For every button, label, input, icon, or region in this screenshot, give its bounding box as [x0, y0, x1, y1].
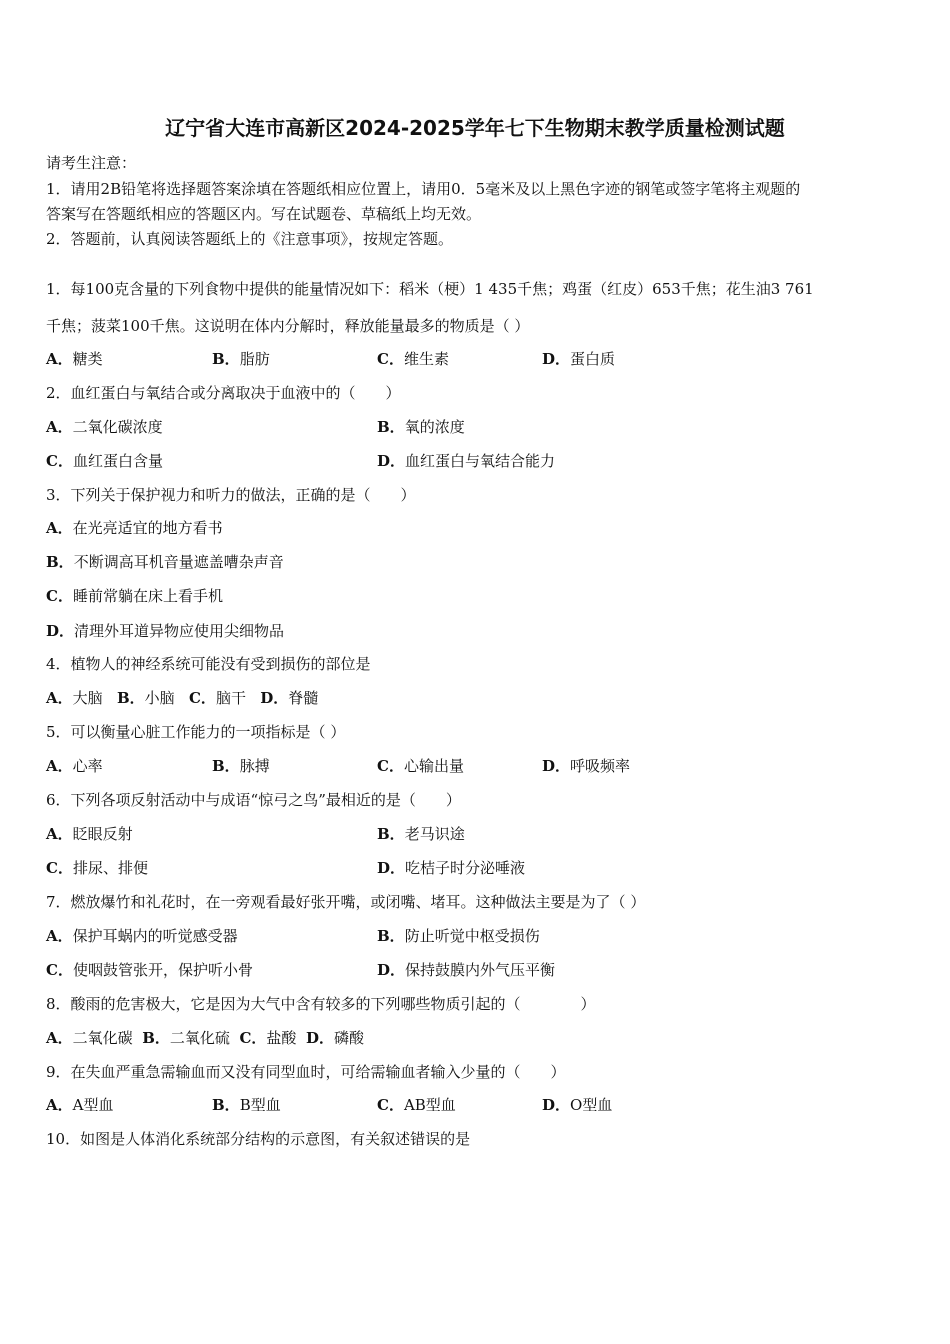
notice-item-1-line-1: 1．请用2B铅笔将选择题答案涂填在答题纸相应位置上，请用0．5毫米及以上黑色字迹的钢笔或签字笔将主观题的 — [46, 180, 801, 198]
question-2-option-b: B．氧的浓度 — [377, 418, 465, 436]
notice-item-1-line-2: 答案写在答题纸相应的答题区内。写在试题卷、草稿纸上均无效。 — [46, 205, 482, 223]
question-5-option-a: A．心率 — [46, 757, 103, 775]
question-5-option-d: D．呼吸频率 — [542, 757, 631, 775]
question-7-option-b: B．防止听觉中枢受损伤 — [377, 927, 540, 945]
question-1-option-b: B．脂肪 — [212, 350, 270, 368]
page-title: 辽宁省大连市高新区2024-2025学年七下生物期末教学质量检测试题 — [165, 116, 785, 140]
question-9-stem: 9．在失血严重急需输血而又没有同型血时，可给需输血者输入少量的（ ） — [46, 1063, 566, 1081]
question-6-stem: 6．下列各项反射活动中与成语“惊弓之鸟”最相近的是（ ） — [46, 791, 461, 809]
question-4-options: A．大脑 B．小脑 C．脑干 D．脊髓 — [46, 689, 319, 707]
question-8-options: A．二氧化碳 B．二氧化硫 C．盐酸 D．磷酸 — [46, 1029, 364, 1047]
question-5-option-b: B．脉搏 — [212, 757, 270, 775]
question-4-stem: 4．植物人的神经系统可能没有受到损伤的部位是 — [46, 655, 371, 673]
question-2-option-c: C．血红蛋白含量 — [46, 452, 163, 470]
question-3-option-c: C．睡前常躺在床上看手机 — [46, 587, 223, 605]
question-2-option-d: D．血红蛋白与氧结合能力 — [377, 452, 556, 470]
question-6-option-c: C．排尿、排便 — [46, 859, 148, 877]
question-3-option-d: D．清理外耳道异物应使用尖细物品 — [46, 622, 285, 640]
question-10-stem: 10．如图是人体消化系统部分结构的示意图，有关叙述错误的是 — [46, 1130, 471, 1148]
question-1-option-a: A．糖类 — [46, 350, 103, 368]
question-5-option-c: C．心输出量 — [377, 757, 464, 775]
question-7-option-a: A．保护耳蜗内的听觉感受器 — [46, 927, 238, 945]
question-8-stem: 8．酸雨的危害极大，它是因为大气中含有较多的下列哪些物质引起的（ ） — [46, 995, 596, 1013]
question-5-stem: 5．可以衡量心脏工作能力的一项指标是（ ） — [46, 723, 346, 741]
question-1-option-d: D．蛋白质 — [542, 350, 616, 368]
question-1-stem-line-2: 千焦；菠菜100千焦。这说明在体内分解时，释放能量最多的物质是（ ） — [46, 317, 530, 335]
notice-heading: 请考生注意： — [46, 154, 137, 172]
question-6-option-b: B．老马识途 — [377, 825, 465, 843]
question-1-stem-line-1: 1．每100克含量的下列食物中提供的能量情况如下：稻米（梗）1 435千焦；鸡蛋（红皮）653千焦；花生油3 761 — [46, 280, 814, 298]
question-9-option-c: C．AB型血 — [377, 1096, 456, 1114]
question-9-option-d: D．O型血 — [542, 1096, 613, 1114]
question-2-option-a: A．二氧化碳浓度 — [46, 418, 163, 436]
question-7-option-c: C．使咽鼓管张开，保护听小骨 — [46, 961, 253, 979]
question-3-stem: 3．下列关于保护视力和听力的做法，正确的是（ ） — [46, 486, 416, 504]
question-9-option-b: B．B型血 — [212, 1096, 281, 1114]
question-7-stem: 7．燃放爆竹和礼花时，在一旁观看最好张开嘴，或闭嘴、堵耳。这种做法主要是为了（ ） — [46, 893, 646, 911]
question-1-option-c: C．维生素 — [377, 350, 449, 368]
question-6-option-d: D．吃桔子时分泌唾液 — [377, 859, 526, 877]
notice-item-2: 2．答题前，认真阅读答题纸上的《注意事项》，按规定答题。 — [46, 230, 454, 248]
question-7-option-d: D．保持鼓膜内外气压平衡 — [377, 961, 556, 979]
question-3-option-a: A．在光亮适宜的地方看书 — [46, 519, 223, 537]
question-9-option-a: A．A型血 — [46, 1096, 114, 1114]
question-2-stem: 2．血红蛋白与氧结合或分离取决于血液中的（ ） — [46, 384, 401, 402]
question-3-option-b: B．不断调高耳机音量遮盖嘈杂声音 — [46, 553, 284, 571]
question-6-option-a: A．眨眼反射 — [46, 825, 133, 843]
